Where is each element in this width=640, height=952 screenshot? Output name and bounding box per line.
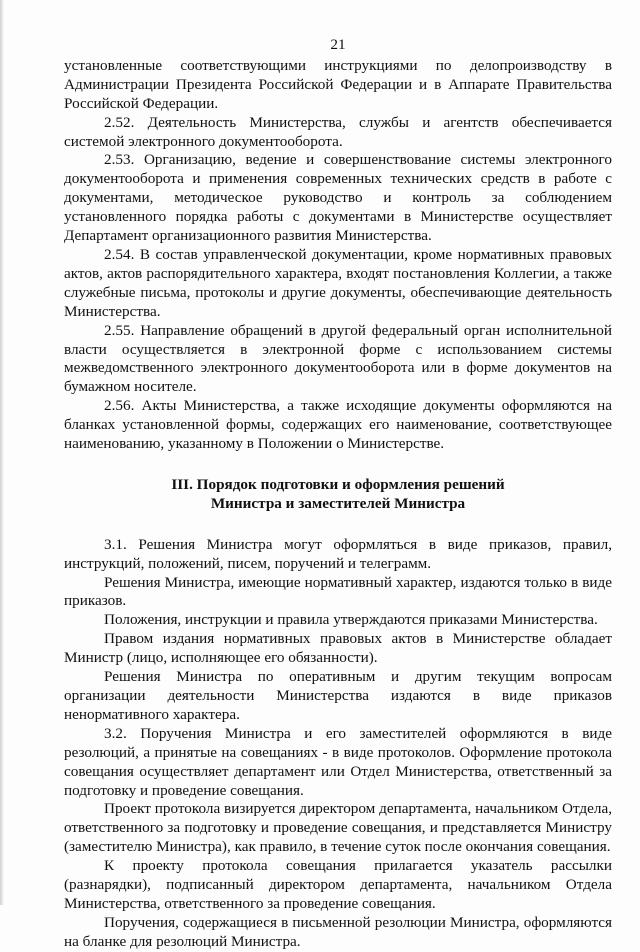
paragraph-2-56: 2.56. Акты Министерства, а также исходящие документы оформляются на бланках установленной формы, содержащих его наименование, соответствующее наименованию, указанному в Положении о Министерстве. (64, 397, 612, 453)
scan-edge-shadow (0, 0, 4, 905)
paragraph-2-53: 2.53. Организацию, ведение и совершенствование системы электронного документооборота и применения современных технических средств в работе с документами, методическое руководство и контроль за соблюдением установленного порядка работы с документами в Министерстве осуществляет Департамент организационного развития Министерства. (64, 151, 612, 245)
paragraph: Положения, инструкции и правила утверждаются приказами Министерства. (104, 611, 598, 629)
paragraph: Правом издания нормативных правовых актов в Министерстве обладает Министр (лицо, исполняющее его обязанности). (64, 630, 612, 667)
paragraph: Решения Министра, имеющие нормативный характер, издаются только в виде приказов. (64, 573, 612, 610)
paragraphs-before-section (64, 57, 612, 454)
section-heading-line-1: III. Порядок подготовки и оформления решений (171, 475, 505, 493)
paragraph-2-54: 2.54. В состав управленческой документации, кроме нормативных правовых актов, актов распорядительного характера, входят постановления Коллегии, а также служебные письма, протоколы и другие документы, обеспечивающие деятельность Министерства. (64, 245, 612, 320)
paragraph: Поручения, содержащиеся в письменной резолюции Министра, оформляются на бланке для резолюций Министра. (64, 913, 612, 950)
document-page (64, 36, 612, 952)
section-heading (64, 476, 612, 514)
paragraph-2-52: 2.52. Деятельность Министерства, службы и агентств обеспечивается системой электронного документооборота. (64, 113, 612, 150)
paragraph: Проект протокола визируется директором департамента, начальником Отдела, ответственного за подготовку и проведение совещания, и представляется Министру (заместителю Министра), как правило, в течение суток после окончания совещания. (64, 800, 612, 856)
paragraph: К проекту протокола совещания прилагается указатель рассылки (разнарядки), подписанный директором департамента, начальником Отдела Министерства, ответственного за проведение совещания. (64, 857, 612, 912)
paragraphs-after-section (64, 536, 612, 952)
paragraph-3-1: 3.1. Решения Министра могут оформляться в виде приказов, правил, инструкций, положений, писем, поручений и телеграмм. (64, 535, 612, 572)
page-number: 21 (330, 36, 346, 53)
paragraph-3-2: 3.2. Поручения Министра и его заместителей оформляются в виде резолюций, а принятые на совещаниях - в виде протоколов. Оформление протокола совещания осуществляет департамент или Отдел Министерства, ответственный за подготовку и проведение совещания. (64, 724, 612, 799)
paragraph: Решения Министра по оперативным и другим текущим вопросам организации деятельности Министерства издаются в виде приказов ненормативного характера. (64, 668, 612, 723)
section-heading-line-2: Министра и заместителей Министра (210, 494, 466, 512)
paragraph-2-55: 2.55. Направление обращений в другой федеральный орган исполнительной власти осуществляется в электронной форме с использованием системы межведомственного электронного документооборота или в форме документов на бумажном носителе. (64, 321, 612, 396)
paragraph: установленные соответствующими инструкциями по делопроизводству в Администрации Президента Российской Федерации и в Аппарате Правительства Российской Федерации. (64, 56, 612, 112)
